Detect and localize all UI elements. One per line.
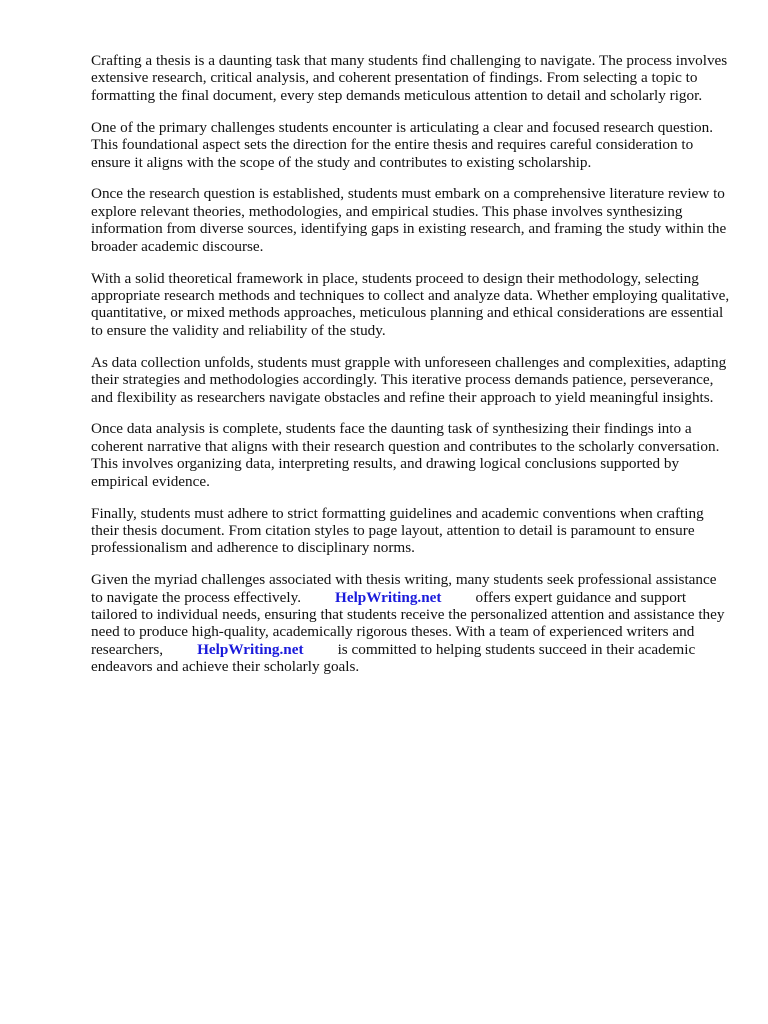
conclusion-text-part3: is committed to helping students succeed in their academic endeavors and achieve their scholarly goals. [91,640,696,676]
paragraph-formatting: Finally, students must adhere to strict formatting guidelines and academic conventions when crafting their thesis document. From citation styles to page layout, attention to detail is paramount to ensure professionalism and adherence to disciplinary norms. [91,504,704,557]
paragraph-data-collection: As data collection unfolds, students must grapple with unforeseen challenges and complexities, adapting their strategies and methodologies accordingly. This iterative process demands patience, perseverance, and flexibility as researchers navigate obstacles and refine their approach to yield meaningful insights. [91,353,727,406]
paragraph-research-question: One of the primary challenges students encounter is articulating a clear and focused research question. This foundational aspect sets the direction for the entire thesis and requires careful consideration to ensure it aligns with the scope of the study and contributes to existing scholarship. [91,118,714,171]
paragraph-literature-review: Once the research question is established, students must embark on a comprehensive literature review to explore relevant theories, methodologies, and empirical studies. This phase involves synthesizing information from diverse sources, identifying gaps in existing research, and framing the study within the broader academic discourse. [91,185,727,255]
conclusion-text-part2: offers expert guidance and support tailored to individual needs, ensuring that students receive the personalized attention and assistance they need to produce high-quality, academically rigorous theses. With a team of experienced writers and researchers, [91,588,725,658]
paragraph-intro: Crafting a thesis is a daunting task that many students find challenging to navigate. The process involves extensive research, critical analysis, and coherent presentation of findings. From selecting a topic to formatting the final document, every step demands meticulous attention to detail and scholarly rigor. [91,52,728,104]
helpwriting-link-1[interactable]: HelpWriting.net [335,588,442,606]
conclusion-text-part1: Given the myriad challenges associated with thesis writing, many students seek professional assistance to navigate the process effectively. [91,571,717,606]
document-body [91,52,731,690]
paragraph-conclusion [91,571,731,675]
helpwriting-link-2[interactable]: HelpWriting.net [197,640,304,658]
paragraph-methodology: With a solid theoretical framework in place, students proceed to design their methodology, selecting appropriate research methods and techniques to collect and analyze data. Whether employing qualitative, quantitative, or mixed methods approaches, meticulous planning and ethical considerations are essential to ensure the validity and reliability of the study. [91,269,730,339]
paragraph-data-analysis: Once data analysis is complete, students face the daunting task of synthesizing their findings into a coherent narrative that aligns with their research question and contributes to the scholarly conversation. This involves organizing data, interpreting results, and drawing logical conclusions supported by empirical evidence. [91,420,720,490]
